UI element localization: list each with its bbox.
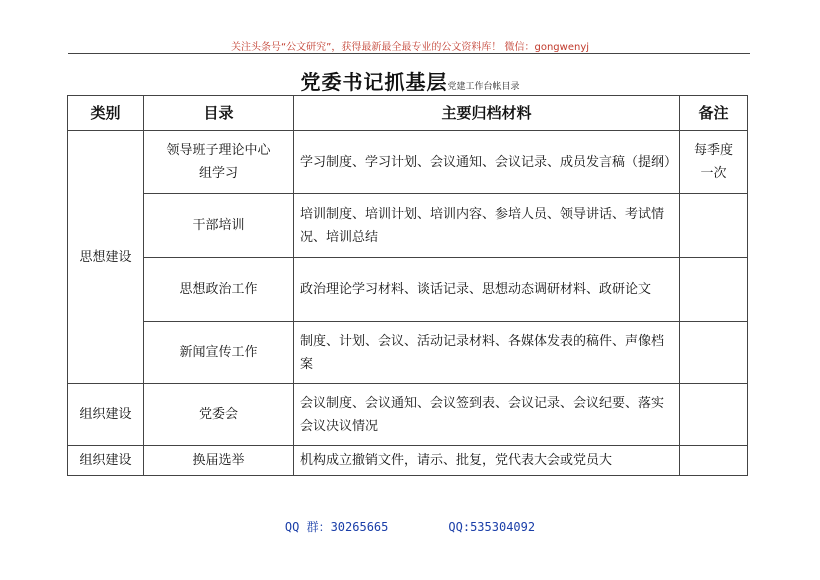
note-cell <box>680 322 748 384</box>
table-row <box>68 384 748 446</box>
category-cell: 组织建设 <box>68 446 144 476</box>
note-cell <box>680 384 748 446</box>
category-cell: 组织建设 <box>68 384 144 446</box>
ledger-table <box>67 95 748 476</box>
note-cell <box>680 194 748 258</box>
header-materials: 主要归档材料 <box>294 96 680 131</box>
footer-qq: QQ:535304092 <box>448 520 536 534</box>
table-header-row <box>68 96 748 131</box>
directory-cell: 党委会 <box>144 384 294 446</box>
header-category: 类别 <box>68 96 144 131</box>
directory-cell: 换届选举 <box>144 446 294 476</box>
table-row <box>68 194 748 258</box>
materials-cell: 机构成立撤销文件，请示、批复，党代表大会或党员大 <box>294 446 680 476</box>
directory-cell: 干部培训 <box>144 194 294 258</box>
header-note: 备注 <box>680 96 748 131</box>
header-divider <box>68 53 750 54</box>
materials-cell: 政治理论学习材料、谈话记录、思想动态调研材料、政研论文 <box>294 258 680 322</box>
category-cell: 思想建设 <box>68 131 144 384</box>
note-cell <box>680 446 748 476</box>
footer-contact <box>0 518 820 535</box>
table-row <box>68 131 748 194</box>
note-cell <box>680 131 748 194</box>
directory-text: 领导班子理论中心组学习 <box>166 143 271 181</box>
title-block <box>0 66 820 95</box>
header-note: 关注头条号“公文研究”，获得最新最全最专业的公文资料库！ 微信：gongwenyj <box>230 42 590 53</box>
directory-cell: 新闻宣传工作 <box>144 322 294 384</box>
directory-cell <box>144 131 294 194</box>
directory-cell: 思想政治工作 <box>144 258 294 322</box>
table-row <box>68 322 748 384</box>
table-row <box>68 446 748 476</box>
materials-cell: 制度、计划、会议、活动记录材料、各媒体发表的稿件、声像档案 <box>294 322 680 384</box>
table-row <box>68 258 748 322</box>
note-text: 每季度一次 <box>694 143 734 181</box>
header-directory: 目录 <box>144 96 294 131</box>
materials-cell: 会议制度、会议通知、会议签到表、会议记录、会议纪要、落实会议决议情况 <box>294 384 680 446</box>
footer-qq-group: QQ 群：30265665 <box>284 520 389 534</box>
materials-cell: 学习制度、学习计划、会议通知、会议记录、成员发言稿（提纲） <box>294 131 680 194</box>
page-title: 党委书记抓基层 <box>300 70 448 94</box>
page-subtitle: 党建工作台帐目录 <box>447 82 520 92</box>
materials-cell: 培训制度、培训计划、培训内容、参培人员、领导讲话、考试情况、培训总结 <box>294 194 680 258</box>
note-cell <box>680 258 748 322</box>
